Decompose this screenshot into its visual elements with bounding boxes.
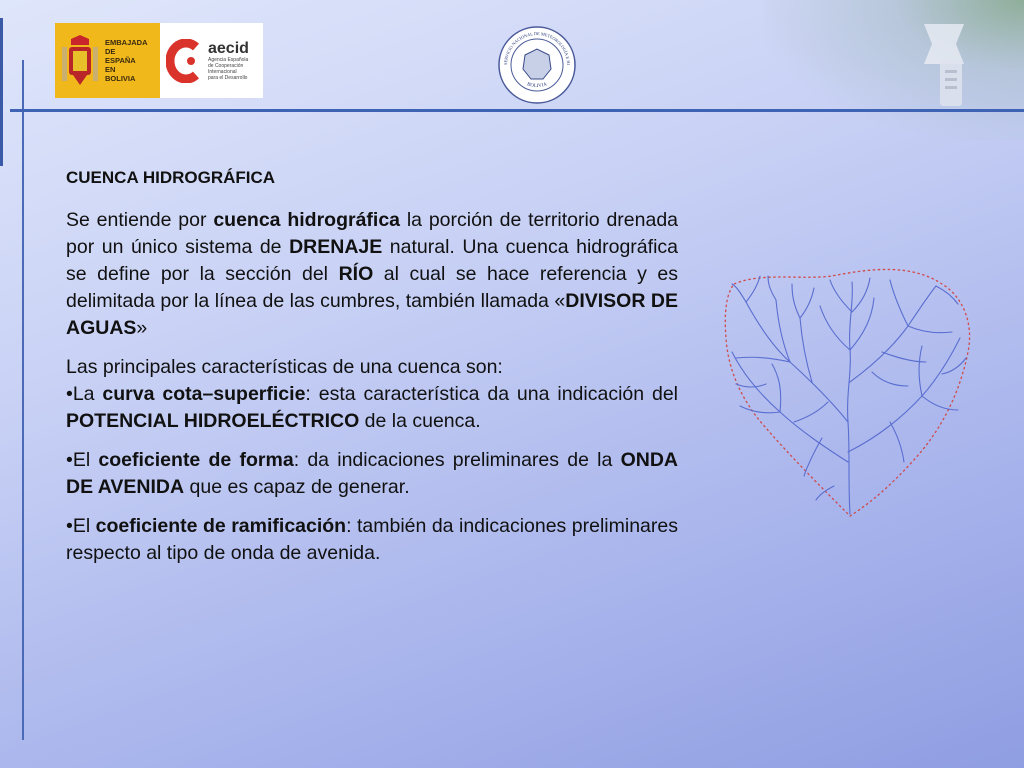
spain-embassy-text: EMBAJADA DE ESPAÑA EN BOLIVIA — [105, 38, 148, 83]
spain-embassy-logo — [55, 23, 160, 98]
svg-text:BOLIVIA: BOLIVIA — [526, 82, 548, 90]
body-text: Se entiende por — [66, 209, 214, 231]
emphasis-text: coeficiente de forma — [98, 449, 294, 471]
body-text: de la cuenca. — [359, 410, 481, 432]
aecid-subtitle: Agencia Española de Cooperación Internacional para el Desarrollo — [208, 56, 249, 81]
emphasis-text: DRENAJE — [289, 236, 383, 258]
emphasis-text: DIVISOR DE AGUAS — [66, 290, 679, 339]
aecid-title: aecid — [208, 39, 249, 57]
body-text: •La — [66, 383, 103, 405]
vertical-rule — [22, 60, 24, 740]
left-accent-bar — [0, 18, 3, 166]
decorative-corner-icon — [920, 20, 970, 110]
spain-coat-of-arms-icon — [61, 33, 99, 89]
bullet-curva-cota — [66, 381, 678, 435]
emphasis-text: RÍO — [338, 263, 374, 285]
emphasis-text: cuenca hidrográfica — [213, 209, 401, 231]
river-network — [732, 276, 966, 514]
bullet-coeficiente-forma — [66, 447, 678, 501]
body-text: : esta característica da una indicación del — [305, 383, 679, 405]
senamhi-seal-logo — [497, 25, 577, 105]
body-text: : da indicaciones preliminares de la — [293, 449, 621, 471]
aecid-logo — [160, 23, 263, 98]
body-text: Las principales características de una cuenca son: — [66, 356, 503, 378]
body-text: : también da indicaciones preliminares respecto al tipo de onda de avenida. — [66, 515, 678, 564]
characteristics-intro — [66, 354, 678, 381]
watershed-diagram — [722, 262, 972, 520]
partner-logos — [55, 23, 263, 98]
emphasis-text: curva cota–superficie — [102, 383, 306, 405]
definition-paragraph — [66, 207, 678, 342]
corner-glow — [764, 0, 1024, 140]
aecid-c-icon — [166, 39, 202, 83]
body-text: » — [136, 317, 148, 339]
slide-title: CUENCA HIDROGRÁFICA — [66, 168, 276, 187]
body-text: •El — [66, 449, 99, 471]
body-text: al cual se hace referencia y es delimitada por la línea de las cumbres, también llamada « — [66, 263, 679, 312]
slide-body — [66, 164, 678, 579]
body-text: la porción de territorio drenada por un único sistema de — [66, 209, 679, 258]
body-text: que es capaz de generar. — [184, 476, 410, 498]
emphasis-text: ONDA DE AVENIDA — [66, 449, 678, 498]
body-text: •El — [66, 515, 96, 537]
header-rule — [10, 109, 1024, 112]
emphasis-text: coeficiente de ramificación — [95, 515, 347, 537]
emphasis-text: POTENCIAL HIDROELÉCTRICO — [66, 410, 360, 432]
body-text: natural. Una cuenca hidrográfica se define por la sección del — [66, 236, 678, 285]
bullet-coeficiente-ramificacion — [66, 513, 678, 567]
svg-text:SERVICIO NACIONAL DE METEOROLO: SERVICIO NACIONAL DE METEOROLOGÍA E HI — [502, 30, 572, 66]
